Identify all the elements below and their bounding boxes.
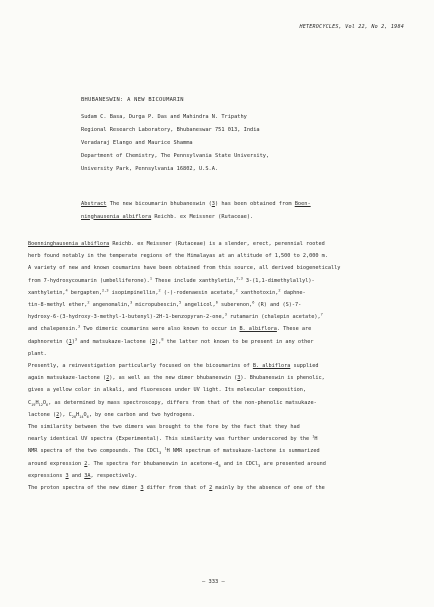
body-line: nearly identical UV spectra (Experimental). This similarity was further underscored by the $^1$H [28,434,318,443]
page-number: — 333 — [202,579,225,585]
body-line: Boenninghausenia albiflora Reichb. ex Meissner (Rutaceae) is a slender, erect, perennial rooted [28,241,325,247]
abstract: Abstract The new bicoumarin bhubaneswin (3) has been obtained from Boen- ninghausenia albiflora Reichb. ex Meissner (Rutaceae). [81,201,311,220]
body-text [28,238,414,494]
authors-line-1: Sudam C. Basa, Durga P. Das and Mahindra N. Tripathy [81,114,247,120]
body-line: and chalepensin.$^3$ Two dimeric coumarins were also known to occur in B. albiflora. These are [28,324,312,333]
journal-header: HETEROCYCLES, Vol 22, No 2, 1984 [299,24,404,30]
body-line: xanthyletin,$^4$ bergapten,$^{2,3}$ isopimpinellin,$^2$ (-)-rodenaesin acetate,$^2$ xanthotoxin,$^2$ daphne- [28,288,306,296]
affiliation-line-3: University Park, Pennsylvania 16802, U.S.A. [81,166,219,172]
affiliation-line-2: Department of Chemistry, The Pennsylvania State University, [81,153,270,159]
body-line: lactone (2), $C_{20}H_{14}O_6$, by one carbon and two hydrogens. [28,411,195,419]
body-line: $C_{19}H_{12}O_6$, as determined by mass spectroscopy, differs from that of the non-phenolic matsukaze- [28,399,317,407]
body-line: around expression 2. The spectra for bhubaneswin in acetone-$d_6$ and in CDCl$_3$ are presented around [28,460,326,468]
body-line: expressions 3 and 3A, respectively. [28,472,138,479]
author-block [81,111,269,176]
body-line: again matsukaze-lactone (2), as well as the new dimer bhubaneswin (3). Bhubaneswin is phenolic, [28,375,325,382]
abstract-label: Abstract [81,201,107,207]
body-line: daphnoretin $(1)^3$ and matsukaze-lactone (2),$^8$ the latter not known to be present in any other [28,336,314,345]
paper-title: BHUBANESWIN: A NEW BICOUMARIN [81,97,184,103]
body-line: plant. [28,350,47,357]
body-line: A variety of new and known coumarins have been obtained from this source, all derived biogenetically [28,265,341,272]
affiliation-line-1: Regional Research Laboratory, Bhubaneswar 751 013, India [81,127,260,133]
body-line: Presently, a reinvestigation particularly focused on the bicoumarins of B. albiflora supplied [28,363,319,370]
body-line: tin-8-methyl ether,$^2$ angenomalin,$^3$ micropubescin,$^5$ angelicol,$^6$ suberenon,$^6$ (R) and (S)-7- [28,300,302,309]
body-line: The similarity between the two dimers was brought to the fore by the fact that they had [28,424,300,431]
body-line: hydroxy-6-(3-hydroxy-3-methyl-1-butenyl)-2H-1-benzopyran-2-one,$^3$ rutamarin (chalepin acetate),$^7$ [28,312,323,321]
body-line: NMR spectra of the two compounds. The CDCl$_3$ $^1$H NMR spectrum of matsukaze-lactone is summarized [28,446,320,456]
body-line: herb found notably in the temperate regions of the Himalayas at an altitude of 1,500 to 2,000 m. [28,253,328,260]
authors-line-2: Veradaraj Elango and Maurice Shamma [81,140,193,146]
body-line: The proton spectra of the new dimer 3 differ from that of 2 mainly by the absence of one of the [28,485,325,492]
body-line: gives a yellow color in alkali, and fluoresces under UV light. Its molecular composition, [28,387,306,394]
body-line: from 7-hydroxycoumarin (umbelliferone).$^1$ These include xanthyletin,$^{2,3}$ 3-(1,1-dimethylallyl)- [28,275,315,284]
